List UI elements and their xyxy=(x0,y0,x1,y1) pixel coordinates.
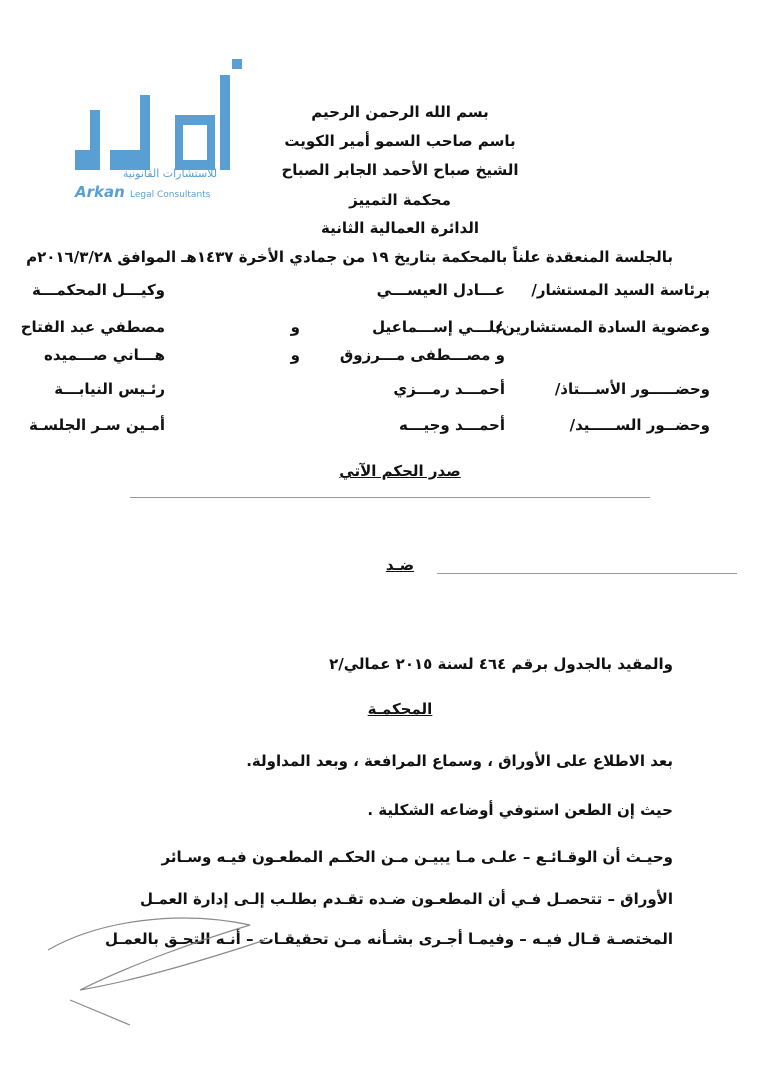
panel-name-2: هـــاني صـــميده xyxy=(43,346,165,364)
panel-row-prosecution xyxy=(30,380,710,404)
registration-line: والمقيد بالجدول برقم ٤٦٤ لسنة ٢٠١٥ عمالي/٢ xyxy=(329,655,673,673)
panel-name-2: مصطفي عبد الفتاح xyxy=(20,318,165,336)
signature-scribble xyxy=(40,880,280,1030)
divider xyxy=(130,497,650,498)
session-line: بالجلسة المنعقدة علناً بالمحكمة بتاريخ ١٩ من جمادي الأخرة ١٤٣٧هـ الموافق ٢٠١٦/٣/٢٨م xyxy=(26,248,673,266)
panel-title: أمـين سـر الجلسـة xyxy=(28,416,165,434)
panel-role: وحضـــــور الأســـتاذ/ xyxy=(554,380,710,398)
panel-name: عـــادل العيســـي xyxy=(376,281,505,299)
arkan-logo xyxy=(70,55,250,205)
paragraph: بعد الاطلاع على الأوراق ، وسماع المرافعة ، وبعد المداولة. xyxy=(246,752,673,770)
panel-role: وعضوية السادة المستشارين/ xyxy=(496,318,710,336)
header-emir: باسم صاحب السمو أمير الكويت xyxy=(284,132,516,150)
panel-name: علـــي إســـماعيل xyxy=(372,318,505,336)
header-court: محكمة التمييز xyxy=(349,191,451,209)
panel-row-secretary xyxy=(30,416,710,440)
paragraph: حيث إن الطعن استوفي أوضاعه الشكلية . xyxy=(367,801,673,819)
panel-title: رئـيس النيابـــة xyxy=(54,380,165,398)
panel-joiner: و xyxy=(290,346,300,364)
panel-role: وحضــور الســـــيد/ xyxy=(569,416,710,434)
panel-row-members-2 xyxy=(30,346,710,370)
panel-row-members xyxy=(20,318,710,342)
panel-role: برئاسة السيد المستشار/ xyxy=(531,281,710,299)
logo-arabic-sub: للاستشارات القانونية xyxy=(122,167,218,180)
panel-row-presiding xyxy=(30,281,710,305)
paragraph: وحيـث أن الوقـائـع – علـى مـا يبيـن مـن الحكـم المطعـون فيـه وسـائر xyxy=(161,848,673,866)
divider xyxy=(437,573,737,574)
paragraph: الأوراق – تتحصـل فـي أن المطعـون ضـده تقـدم بطلـب إلـى إدارة العمـل xyxy=(139,890,673,908)
logo-latin: Arkan xyxy=(75,183,125,201)
court-heading: المحكمـة xyxy=(367,700,433,718)
header-circuit: الدائرة العمالية الثانية xyxy=(320,219,479,237)
logo-latin-sub: Legal Consultants xyxy=(130,190,211,200)
panel-title: وكيـــل المحكمـــة xyxy=(31,281,165,299)
paragraph: المختصـة قـال فيـه – وفيمـا أجـرى بشـأنه مـن تحقيقـات – أنـه التحـق بالعمـل xyxy=(104,930,673,948)
verdict-title: صدر الحكم الآتي xyxy=(339,462,461,480)
panel-name: أحمـــد وجيـــه xyxy=(398,416,505,434)
basmala: بسم الله الرحمن الرحيم xyxy=(311,103,489,121)
header-sheikh: الشيخ صباح الأحمد الجابر الصباح xyxy=(281,161,519,179)
against-label: ضـد xyxy=(385,556,415,574)
panel-name: و مصـــطفى مـــرزوق xyxy=(339,346,505,364)
panel-joiner: و xyxy=(290,318,300,336)
panel-name: أحمـــد رمـــزي xyxy=(393,380,505,398)
